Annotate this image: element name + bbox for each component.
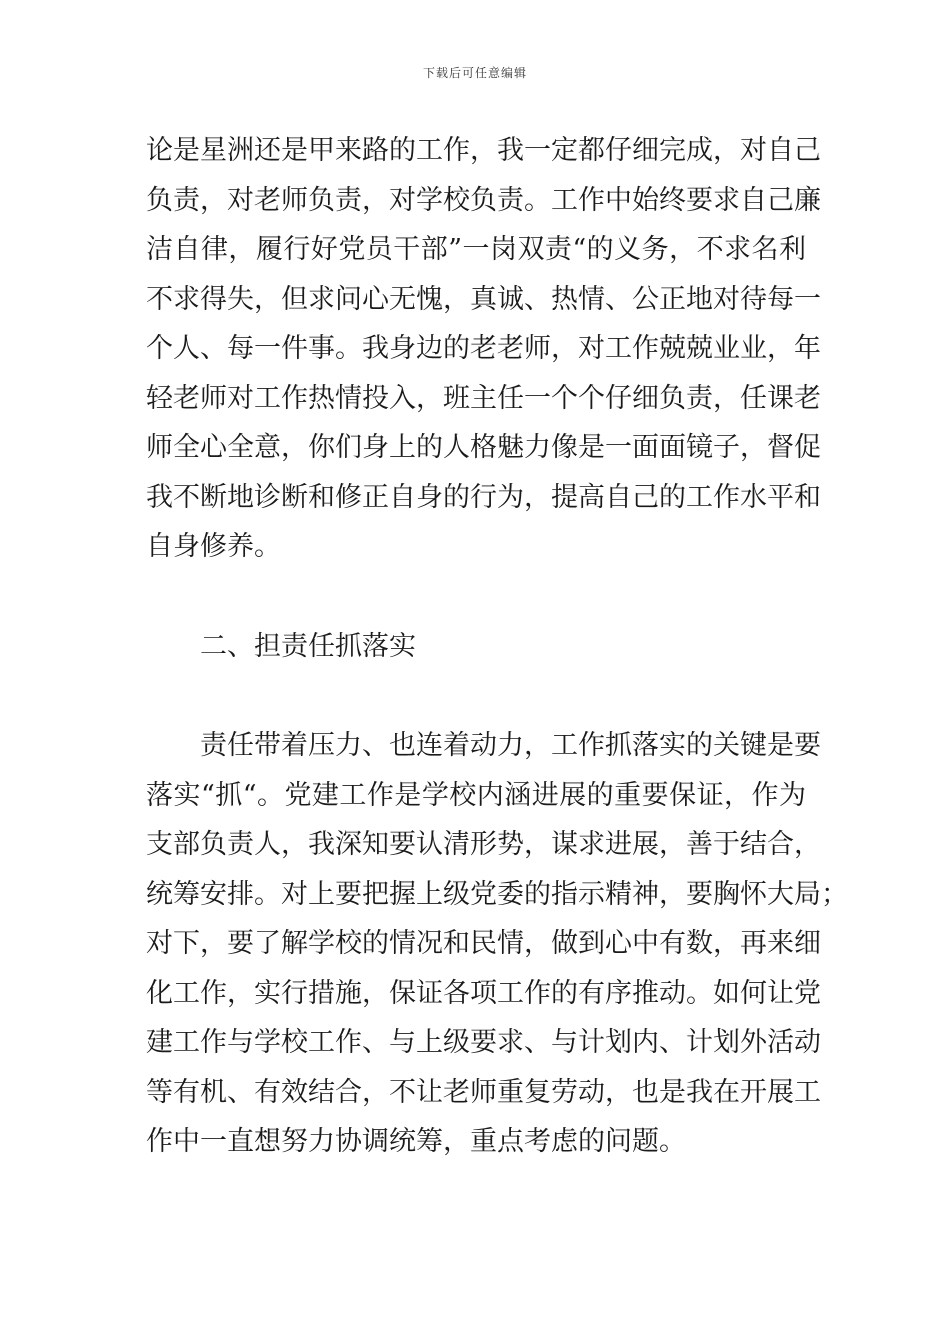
paragraph-1 xyxy=(146,126,821,572)
paragraph-2-line: 等有机、有效结合，不让老师重复劳动，也是我在开展工 xyxy=(146,1076,821,1108)
paragraph-1-line: 论是星洲还是甲来路的工作，我一定都仔细完成，对自己 xyxy=(146,135,821,166)
paragraph-2-line: 支部负责人，我深知要认清形势，谋求进展，善于结合， xyxy=(146,829,821,860)
paragraph-1-line: 不求得失，但求问心无愧，真诚、热情、公正地对待每一 xyxy=(146,283,821,315)
section-heading xyxy=(146,622,806,672)
paragraph-1-line: 洁自律，履行好党员干部”一岗双责“的义务，不求名利 xyxy=(146,234,806,265)
paragraph-2-line: 建工作与学校工作、与上级要求、与计划内、计划外活动 xyxy=(146,1027,821,1058)
paragraph-1-line: 负责，对老师负责，对学校负责。工作中始终要求自己廉 xyxy=(146,184,821,216)
paragraph-1-line: 师全心全意，你们身上的人格魅力像是一面面镜子，督促 xyxy=(146,432,821,463)
paragraph-2-line: 统筹安排。对上要把握上级党委的指示精神，要胸怀大局； xyxy=(146,878,848,910)
paragraph-2-line: 责任带着压力、也连着动力，工作抓落实的关键是要 xyxy=(200,730,821,761)
page-header-note: 下载后可任意编辑 xyxy=(422,66,527,80)
paragraph-2-line: 化工作，实行措施，保证各项工作的有序推动。如何让党 xyxy=(146,977,821,1009)
paragraph-2-line: 落实“抓“。党建工作是学校内涵进展的重要保证，作为 xyxy=(146,779,806,811)
paragraph-2 xyxy=(146,721,848,1167)
paragraph-2-line: 对下，要了解学校的情况和民情，做到心中有数，再来细 xyxy=(146,928,821,959)
paragraph-1-line: 个人、每一件事。我身边的老老师，对工作兢兢业业，年 xyxy=(146,333,821,364)
paragraph-2-line: 作中一直想努力协调统筹，重点考虑的问题。 xyxy=(146,1126,686,1157)
paragraph-1-line: 我不断地诊断和修正自身的行为，提高自己的工作水平和 xyxy=(146,481,821,513)
section-heading-text: 二、担责任抓落实 xyxy=(200,631,416,662)
paragraph-1-line: 轻老师对工作热情投入，班主任一个个仔细负责，任课老 xyxy=(146,382,821,414)
paragraph-1-line: 自身修养。 xyxy=(146,531,281,562)
